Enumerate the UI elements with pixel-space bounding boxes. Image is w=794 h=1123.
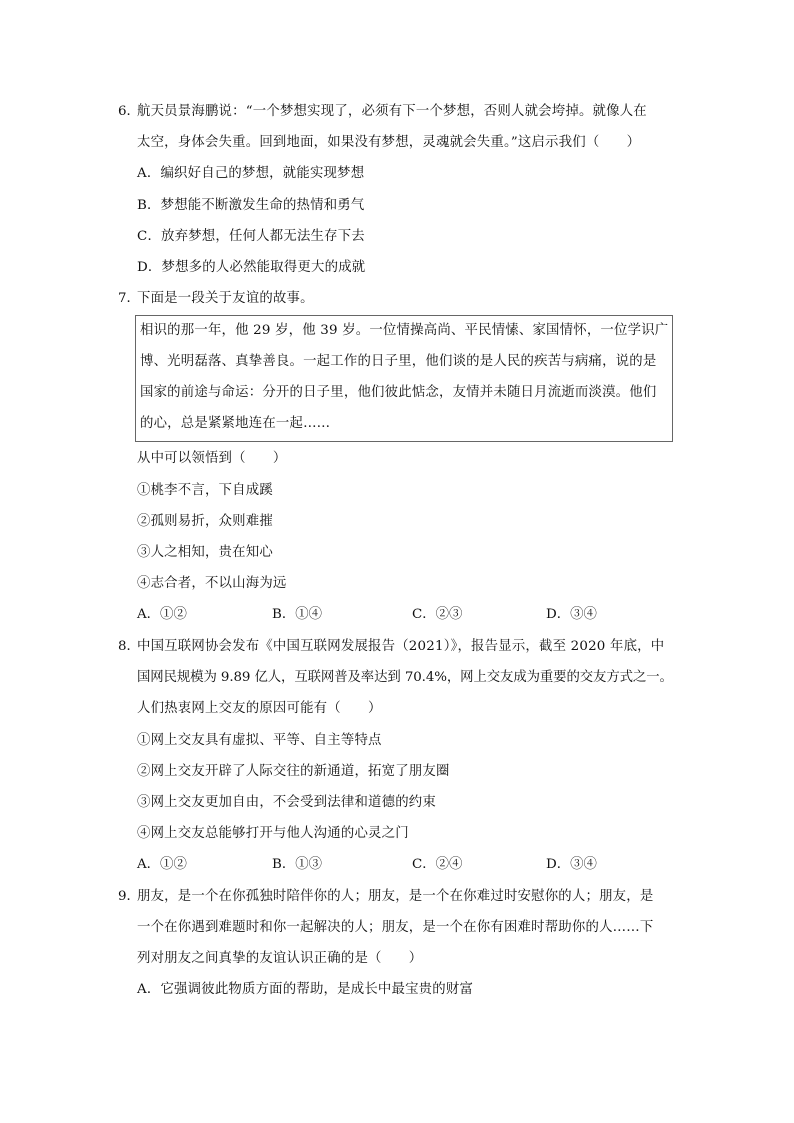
passage-line-3: 国家的前途与命运：分开的日子里，他们彼此惦念，友情并未随日月流逝而淡漠。他们 xyxy=(140,385,657,400)
question-7-statement-4: ④志合者，不以山海为远 xyxy=(137,576,287,591)
question-9-option-a: A．它强调彼此物质方面的帮助，是成长中最宝贵的财富 xyxy=(137,982,474,997)
question-9-stem-line-1: 朋友，是一个在你孤独时陪伴你的人；朋友，是一个在你难过时安慰你的人；朋友，是 xyxy=(137,889,654,904)
question-7-choice-b: B．①④ xyxy=(272,607,323,622)
passage-line-1: 相识的那一年，他 29 岁，他 39 岁。一位情操高尚、平民情愫、家国情怀，一位学识广 xyxy=(140,323,669,338)
question-7-choice-c: C．②③ xyxy=(412,607,463,622)
passage-line-4: 的心，总是紧紧地连在一起…… xyxy=(140,416,331,431)
question-8-stem-line-2: 国网民规模为 9.89 亿人，互联网普及率达到 70.4%，网上交友成为重要的交友方式之一。 xyxy=(137,670,673,685)
question-8-statement-2: ②网上交友开辟了人际交往的新通道，拓宽了朋友圈 xyxy=(137,764,450,779)
question-8-choice-d: D．③④ xyxy=(546,857,597,872)
question-9-stem-line-2: 一个在你遇到难题时和你一起解决的人；朋友，是一个在你有困难时帮助你的人……下 xyxy=(137,920,654,935)
question-6-option-b: B．梦想能不断激发生命的热情和勇气 xyxy=(137,198,365,213)
question-6-option-a: A．编织好自己的梦想，就能实现梦想 xyxy=(137,166,365,181)
question-8-statement-3: ③网上交友更加自由，不会受到法律和道德的约束 xyxy=(137,795,436,810)
question-7-choice-d: D．③④ xyxy=(546,607,597,622)
question-7-passage-box xyxy=(135,315,673,442)
question-6-option-d: D．梦想多的人必然能取得更大的成就 xyxy=(137,260,366,275)
question-8-statement-4: ④网上交友总能够打开与他人沟通的心灵之门 xyxy=(137,826,409,841)
question-9-stem-line-3: 列对朋友之间真挚的友谊认识正确的是（ ） xyxy=(137,951,423,966)
question-8-number: 8． xyxy=(118,639,140,654)
question-7-prompt: 从中可以领悟到（ ） xyxy=(137,451,287,466)
question-7-stem: 下面是一段关于友谊的故事。 xyxy=(137,291,314,306)
question-8-statement-1: ①网上交友具有虚拟、平等、自主等特点 xyxy=(137,733,382,748)
question-7-statement-1: ①桃李不言，下自成蹊 xyxy=(137,483,273,498)
question-7-statement-3: ③人之相知，贵在知心 xyxy=(137,545,273,560)
question-6-number: 6． xyxy=(118,104,140,119)
question-6-option-c: C．放弃梦想，任何人都无法生存下去 xyxy=(137,229,365,244)
question-6-stem-line-2: 太空，身体会失重。回到地面，如果没有梦想，灵魂就会失重。”这启示我们（ ） xyxy=(137,135,641,150)
question-6-stem-line-1: 航天员景海鹏说：“一个梦想实现了，必须有下一个梦想，否则人就会垮掉。就像人在 xyxy=(137,104,647,119)
question-8-choice-c: C．②④ xyxy=(412,857,463,872)
question-8-stem-line-3: 人们热衷网上交友的原因可能有（ ） xyxy=(137,701,382,716)
question-7-number: 7． xyxy=(118,291,140,306)
question-8-choice-b: B．①③ xyxy=(272,857,323,872)
question-9-number: 9． xyxy=(118,889,140,904)
passage-line-2: 博、光明磊落、真挚善良。一起工作的日子里，他们谈的是人民的疾苦与病痛，说的是 xyxy=(140,354,657,369)
question-7-choice-a: A．①② xyxy=(137,607,187,622)
question-8-choice-a: A．①② xyxy=(137,857,187,872)
question-7-statement-2: ②孤则易折，众则难摧 xyxy=(137,514,273,529)
question-8-stem-line-1: 中国互联网协会发布《中国互联网发展报告（2021）》，报告显示，截至 2020 年底，中 xyxy=(137,639,665,654)
